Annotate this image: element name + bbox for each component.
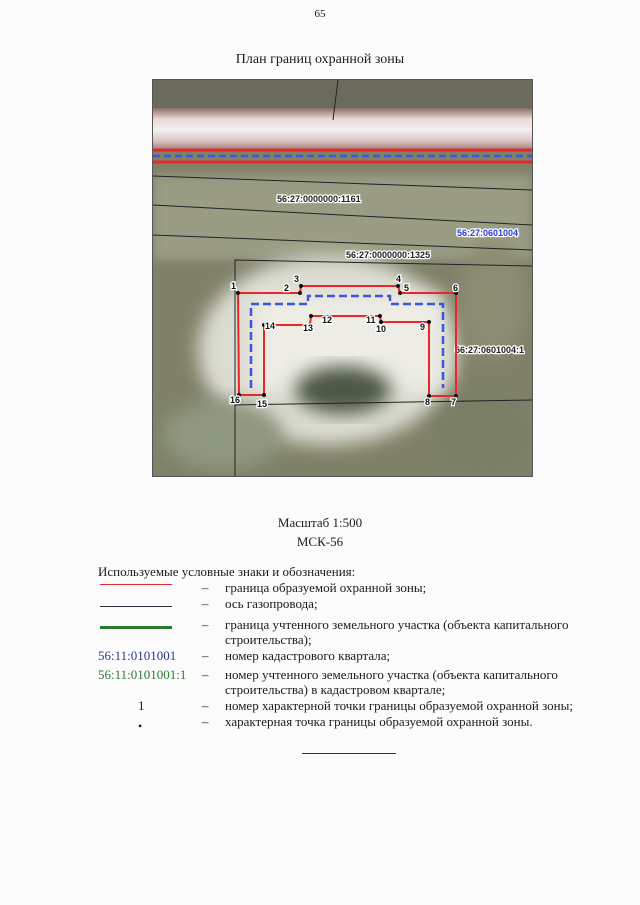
point-label-12: 12 — [322, 315, 333, 325]
legend-symbol-parcel-code: 56:11:0101001:1 — [98, 667, 187, 682]
coordinate-system: МСК-56 — [296, 534, 344, 549]
legend-item-land-parcel — [98, 617, 598, 647]
aerial-imagery — [153, 80, 532, 476]
legend-item-cadastral-quarter — [98, 648, 598, 664]
legend-desc: номер учтенного земельного участка (объекта капитального строительства) в кадастровом квартале; — [225, 667, 558, 697]
legend-desc: граница учтенного земельного участка (объекта капитального строительства); — [225, 617, 569, 647]
point-label-4: 4 — [396, 274, 402, 284]
point-label-6: 6 — [453, 283, 459, 293]
legend-dash: – — [202, 667, 209, 682]
legend-item-point-marker — [98, 714, 598, 732]
cadastral-label-1325: 56:27:0000000:1325 — [346, 250, 431, 260]
scale-block — [0, 513, 640, 551]
point-label-11: 11 — [366, 315, 376, 325]
legend-item-zone-boundary — [98, 580, 598, 596]
legend-symbol-red-line — [98, 580, 178, 595]
legend-symbol-green-line — [98, 617, 178, 632]
boundary-plan-map — [152, 79, 533, 477]
point-label-8: 8 — [425, 397, 431, 407]
point-label-13: 13 — [303, 323, 314, 333]
legend-dash: – — [202, 596, 209, 611]
point-label-5: 5 — [404, 283, 410, 293]
legend-dash: – — [202, 648, 209, 663]
page-number: 65 — [314, 8, 326, 20]
map-svg — [153, 80, 532, 476]
legend-item-point-number — [98, 698, 598, 714]
point-label-10: 10 — [376, 324, 387, 334]
point-label-15: 15 — [257, 399, 268, 409]
legend-title: Используемые условные знаки и обозначения: — [98, 564, 356, 579]
legend-dash: – — [202, 617, 209, 632]
legend-desc: граница образуемой охранной зоны; — [225, 580, 427, 595]
legend-dash: – — [202, 580, 209, 595]
legend-symbol-point-dot: • — [138, 719, 143, 733]
legend-desc: номер кадастрового квартала; — [225, 648, 391, 663]
legend-symbol-point-number: 1 — [138, 698, 145, 713]
cadastral-label-1161: 56:27:0000000:1161 — [277, 194, 361, 204]
parcel-label: 56:27:0601004:1 — [455, 345, 525, 355]
legend-desc: характерная точка границы образуемой охранной зоны. — [225, 714, 533, 729]
bottom-divider — [302, 753, 396, 754]
legend-dash: – — [202, 714, 209, 729]
point-label-3: 3 — [294, 274, 300, 284]
legend-item-parcel-number — [98, 667, 598, 697]
point-label-9: 9 — [420, 322, 426, 332]
point-label-16: 16 — [230, 395, 241, 405]
legend-item-gas-axis — [98, 596, 598, 612]
legend-symbol-axis-line — [98, 596, 178, 611]
scale-text: Масштаб 1:500 — [277, 515, 363, 530]
point-label-14: 14 — [265, 321, 276, 331]
point-label-7: 7 — [451, 397, 457, 407]
legend-desc: ось газопровода; — [225, 596, 318, 611]
legend-desc: номер характерной точки границы образуемой охранной зоны; — [225, 698, 573, 713]
cadastral-quarter-label: 56:27:0601004 — [457, 228, 519, 238]
legend-symbol-quarter-code: 56:11:0101001 — [98, 648, 177, 663]
legend-dash: – — [202, 698, 209, 713]
point-label-1: 1 — [231, 281, 237, 291]
point-label-2: 2 — [284, 283, 290, 293]
page-title: План границ охранной зоны — [235, 52, 405, 67]
